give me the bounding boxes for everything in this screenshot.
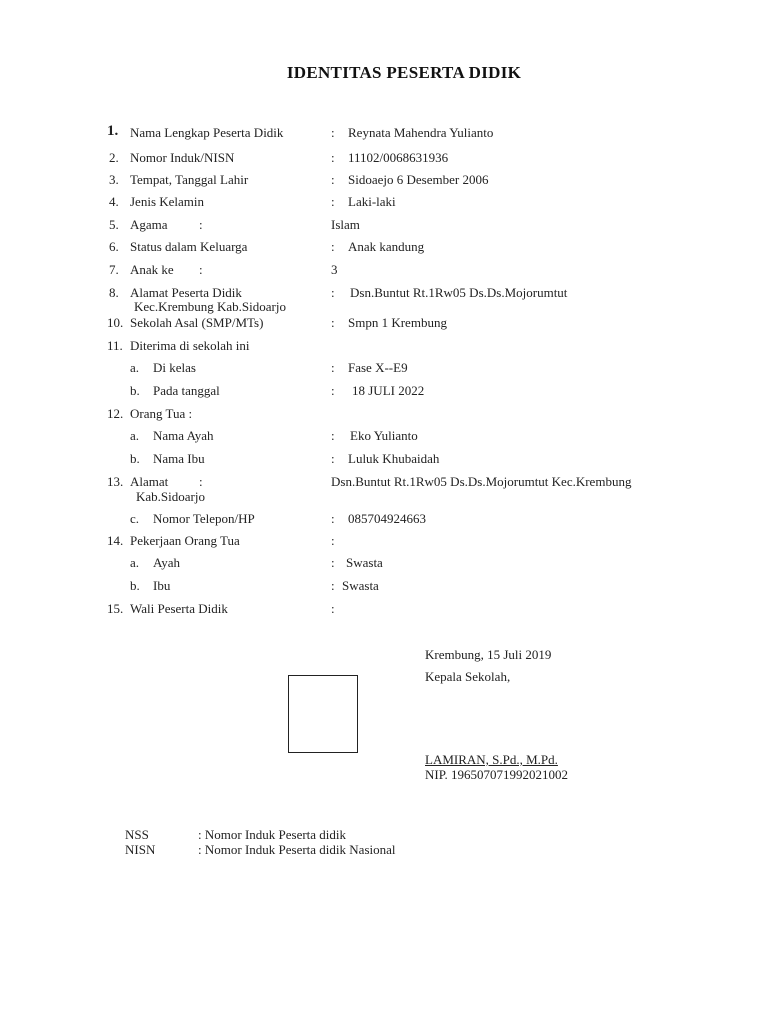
photo-box	[288, 675, 358, 753]
row-label-nama-lengkap: Nama Lengkap Peserta Didik	[130, 125, 284, 140]
row-colon: :	[331, 533, 335, 548]
row-colon: :	[199, 262, 203, 277]
row-label-telepon: Nomor Telepon/HP	[153, 511, 255, 526]
row-colon: :	[331, 194, 335, 209]
row-colon: :	[331, 428, 335, 443]
row-value-nama-ibu: Luluk Khubaidah	[348, 451, 440, 466]
row-label-orang-tua: Orang Tua :	[130, 406, 193, 421]
row-colon: :	[331, 285, 335, 300]
row-number: 14.	[107, 533, 124, 548]
row-colon: :	[331, 601, 335, 616]
row-value-ibu: Swasta	[342, 578, 379, 593]
row-label-sekolah-asal: Sekolah Asal (SMP/MTs)	[130, 315, 264, 330]
signature-role: Kepala Sekolah,	[425, 669, 511, 684]
row-value-agama: Islam	[331, 217, 360, 232]
note-abbr-nss: NSS	[125, 827, 149, 842]
row-value-alamat: Dsn.Buntut Rt.1Rw05 Ds.Ds.Mojorumtut Kec.Krembung	[331, 474, 632, 489]
row-number: 15.	[107, 601, 124, 616]
row-number: 10.	[107, 315, 124, 330]
row-colon: :	[199, 474, 203, 489]
row-value-jenis-kelamin: Laki-laki	[348, 194, 396, 209]
row-label-nama-ibu: Nama Ibu	[153, 451, 205, 466]
note-desc-nss: : Nomor Induk Peserta didik	[198, 827, 347, 842]
row-number: 13.	[107, 474, 124, 489]
row-label-anak-ke: Anak ke	[130, 262, 174, 277]
row-colon: :	[331, 555, 335, 570]
row-label-ibu: Ibu	[153, 578, 171, 593]
row-number: 6.	[109, 239, 119, 254]
row-subletter: b.	[130, 578, 140, 593]
row-colon: :	[331, 578, 335, 593]
row-colon: :	[331, 383, 335, 398]
row-colon: :	[331, 172, 335, 187]
signature-nip: NIP. 196507071992021002	[425, 767, 569, 782]
signature-name: LAMIRAN, S.Pd., M.Pd.	[425, 752, 558, 767]
row-colon: :	[331, 125, 335, 140]
row-colon: :	[331, 360, 335, 375]
row-value-telepon: 085704924663	[348, 511, 426, 526]
row-colon: :	[331, 239, 335, 254]
row-label-jenis-kelamin: Jenis Kelamin	[130, 194, 205, 209]
row-label-ayah: Ayah	[153, 555, 180, 570]
row-label-agama: Agama	[130, 217, 168, 232]
row-value-alamat-peserta: Dsn.Buntut Rt.1Rw05 Ds.Ds.Mojorumtut	[350, 285, 568, 300]
row-subletter: c.	[130, 511, 140, 526]
row-label-pekerjaan: Pekerjaan Orang Tua	[130, 533, 240, 548]
row-label-nama-ayah: Nama Ayah	[153, 428, 214, 443]
row-value-di-kelas: Fase X--E9	[348, 360, 408, 375]
row-value-anak-ke: 3	[331, 262, 338, 277]
row-label-di-kelas: Di kelas	[153, 360, 196, 375]
row-value-alamat-peserta-cont: Kec.Krembung Kab.Sidoarjo	[134, 299, 286, 314]
row-subletter: b.	[130, 451, 140, 466]
row-value-nomor-induk: 11102/0068631936	[348, 150, 449, 165]
row-subletter: a.	[130, 428, 140, 443]
row-label-pada-tanggal: Pada tanggal	[153, 383, 220, 398]
row-value-ayah: Swasta	[346, 555, 383, 570]
row-value-nama-lengkap: Reynata Mahendra Yulianto	[348, 125, 494, 140]
page-title: IDENTITAS PESERTA DIDIK	[286, 63, 522, 82]
row-colon: :	[331, 451, 335, 466]
row-label-status-keluarga: Status dalam Keluarga	[130, 239, 248, 254]
row-number: 2.	[109, 150, 119, 165]
row-number: 4.	[109, 194, 119, 209]
row-label-nomor-induk: Nomor Induk/NISN	[130, 150, 235, 165]
row-number: 11.	[107, 338, 123, 353]
row-number: 12.	[107, 406, 124, 421]
row-label-wali: Wali Peserta Didik	[130, 601, 228, 616]
row-colon: :	[331, 315, 335, 330]
row-number: 1.	[107, 123, 119, 139]
row-number: 8.	[109, 285, 119, 300]
row-value-status-keluarga: Anak kandung	[348, 239, 425, 254]
row-label-alamat-peserta: Alamat Peserta Didik	[130, 285, 242, 300]
note-desc-nisn: : Nomor Induk Peserta didik Nasional	[198, 842, 396, 857]
row-label-diterima: Diterima di sekolah ini	[130, 338, 250, 353]
note-abbr-nisn: NISN	[125, 842, 156, 857]
row-value-pada-tanggal: 18 JULI 2022	[352, 383, 425, 398]
row-label-tempat-lahir: Tempat, Tanggal Lahir	[130, 172, 249, 187]
row-subletter: a.	[130, 360, 140, 375]
row-value-tempat-lahir: Sidoaejo 6 Desember 2006	[348, 172, 489, 187]
row-number: 5.	[109, 217, 119, 232]
row-value-alamat-cont: Kab.Sidoarjo	[136, 489, 205, 504]
row-colon: :	[199, 217, 203, 232]
row-subletter: a.	[130, 555, 140, 570]
row-colon: :	[331, 511, 335, 526]
signature-place-date: Krembung, 15 Juli 2019	[425, 647, 552, 662]
row-label-alamat: Alamat	[130, 474, 169, 489]
row-number: 3.	[109, 172, 119, 187]
row-number: 7.	[109, 262, 119, 277]
row-value-sekolah-asal: Smpn 1 Krembung	[348, 315, 447, 330]
row-value-nama-ayah: Eko Yulianto	[350, 428, 418, 443]
row-colon: :	[331, 150, 335, 165]
row-subletter: b.	[130, 383, 140, 398]
